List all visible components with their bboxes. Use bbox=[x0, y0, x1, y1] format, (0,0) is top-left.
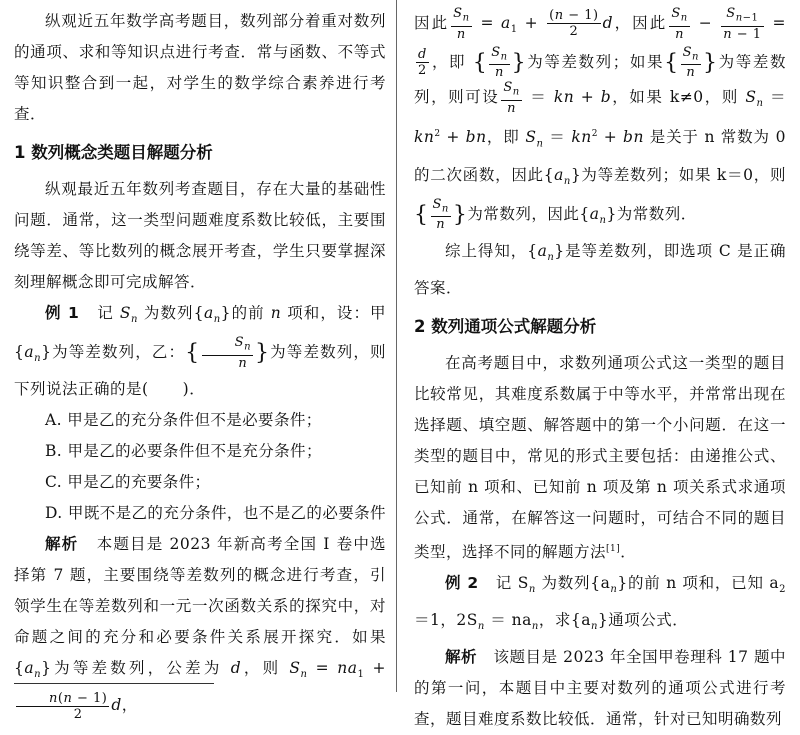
section-1-heading: 1 数列概念类题目解题分析 bbox=[14, 143, 213, 162]
section-2-paragraph: 在高考题目中，求数列通项公式这一类型的题目比较常见，其难度系数属于中等水平，并常常出现在选择题、填空题、解答题中的第一个小问题．在这一类型的题目中，常见的形式主要包括：由递推公式、已知前 n 项和、已知前 n 项及第 n 项关系式求通项公式．通常，在解答这一问题时，可结合不同的题目类型，选择不同的解题方法[1]． bbox=[414, 353, 786, 561]
example-1: 例 1 记 $S_n$ 为数列$\{a_n\}$的前 n 项和，设：甲$\{a_n\}$为等差数列，乙：{ $\frac{S_n}{n}$ }为等差数列，则下列说法正确的是( )． bbox=[14, 304, 387, 398]
fraction: $\frac{S_n}{n}$ bbox=[491, 44, 508, 81]
fraction: $\frac{S_n}{n}$ bbox=[671, 6, 688, 42]
example-2-label: 例 2 bbox=[445, 573, 479, 592]
analysis-2: 解析 该题目是 2023 年全国甲卷理科 17 题中的第一问，本题目中主要对数列的通项公式进行考查，题目难度系数比较低．通常，针对已知明确数列 bbox=[414, 648, 786, 729]
options-list bbox=[14, 405, 386, 529]
conclusion-paragraph: 综上得知，$\{a_n\}$是等差数列，即选项 C 是正确答案． bbox=[414, 241, 786, 297]
analysis-1: 解析 本题目是 2023 年新高考全国 Ⅰ 卷中选择第 7 题，主要围绕等差数列的概念进行考查，引领学生在等差数列和一元一次函数关系的探究中，对命题之间的充分和必要条件关系展开探究．如果$\{a_n\}$为等差数列，公差为 d，则 $S_n = na_1$ + $\frac{n(n - 1)}{2}$ d， bbox=[14, 534, 387, 722]
fraction: $\frac{S_n}{n}$ bbox=[503, 80, 520, 117]
derivation-paragraph: 因此 $\frac{S_n}{n}$ = $a_1$ + $\frac{(n - 1)}{2}$ d，因此 $\frac{S_n}{n}$ − $\frac{S_{n-1}}{n - 1}$ = $\frac{d}{2}$ ，即 { $\frac{S_n}{n}$ }为等差数列；如果{ $\frac{S_n}{n}$ }为等差数列，则可设 $\frac{S_n}{n}$ ＝ kn + b，如果 k≠0，则 $S_n = kn^2$ + bn，即 $S_n = kn^2$ + bn 是关于 n 常数为 0 的二次函数，因此$\{a_n\}$为等差数列；如果 k＝0，则{ $\frac{S_n}{n}$ }为常数列，因此$\{a_n\}$为常数列． bbox=[414, 6, 787, 233]
option-d: D. 甲既不是乙的充分条件，也不是乙的必要条件 bbox=[45, 503, 386, 522]
citation: [1] bbox=[606, 543, 621, 554]
option-c: C. 甲是乙的充要条件； bbox=[45, 472, 211, 491]
analysis-1-label: 解析 bbox=[45, 534, 79, 553]
fraction: $\frac{S_n}{n}$ bbox=[453, 6, 470, 42]
fraction: $\frac{n(n - 1)}{2}$ bbox=[16, 691, 109, 722]
fraction: $\frac{S_n}{n}$ bbox=[202, 335, 253, 371]
example-2: 例 2 记 $S_n$ 为数列$\{a_n\}$的前 n 项和，已知 $a_2 =1$，$2S_n = na_n$，求$\{a_n\}$通项公式． bbox=[414, 573, 787, 633]
left-column bbox=[14, 6, 386, 722]
right-column bbox=[414, 6, 786, 735]
section-1-paragraph: 纵观最近五年数列考查题目，存在大量的基础性问题．通常，这一类型问题难度系数比较低，主要围绕等差、等比数列的概念展开考查，学生只要掌握深刻理解概念即可完成解答． bbox=[14, 180, 386, 291]
fraction: $\frac{(n - 1)}{2}$ bbox=[549, 8, 599, 40]
intro-paragraph: 纵观近五年数学高考题目，数列部分着重对数列的通项、求和等知识点进行考查．常与函数、不等式等知识整合到一起，对学生的数学综合素养进行考查． bbox=[14, 12, 386, 123]
option-a: A. 甲是乙的充分条件但不是必要条件； bbox=[45, 410, 322, 429]
footnote-rule bbox=[14, 683, 214, 684]
section-2-heading: 2 数列通项公式解题分析 bbox=[414, 316, 597, 336]
column-divider bbox=[396, 0, 397, 692]
fraction: $\frac{d}{2}$ bbox=[418, 47, 427, 79]
example-1-label: 例 1 bbox=[45, 304, 80, 322]
fraction: $\frac{S_n}{n}$ bbox=[682, 44, 699, 81]
option-b: B. 甲是乙的必要条件但不是充分条件； bbox=[45, 441, 322, 460]
fraction: $\frac{S_{n-1}}{n - 1}$ bbox=[723, 6, 762, 42]
analysis-2-label: 解析 bbox=[445, 648, 478, 667]
fraction: $\frac{S_n}{n}$ bbox=[432, 196, 449, 233]
